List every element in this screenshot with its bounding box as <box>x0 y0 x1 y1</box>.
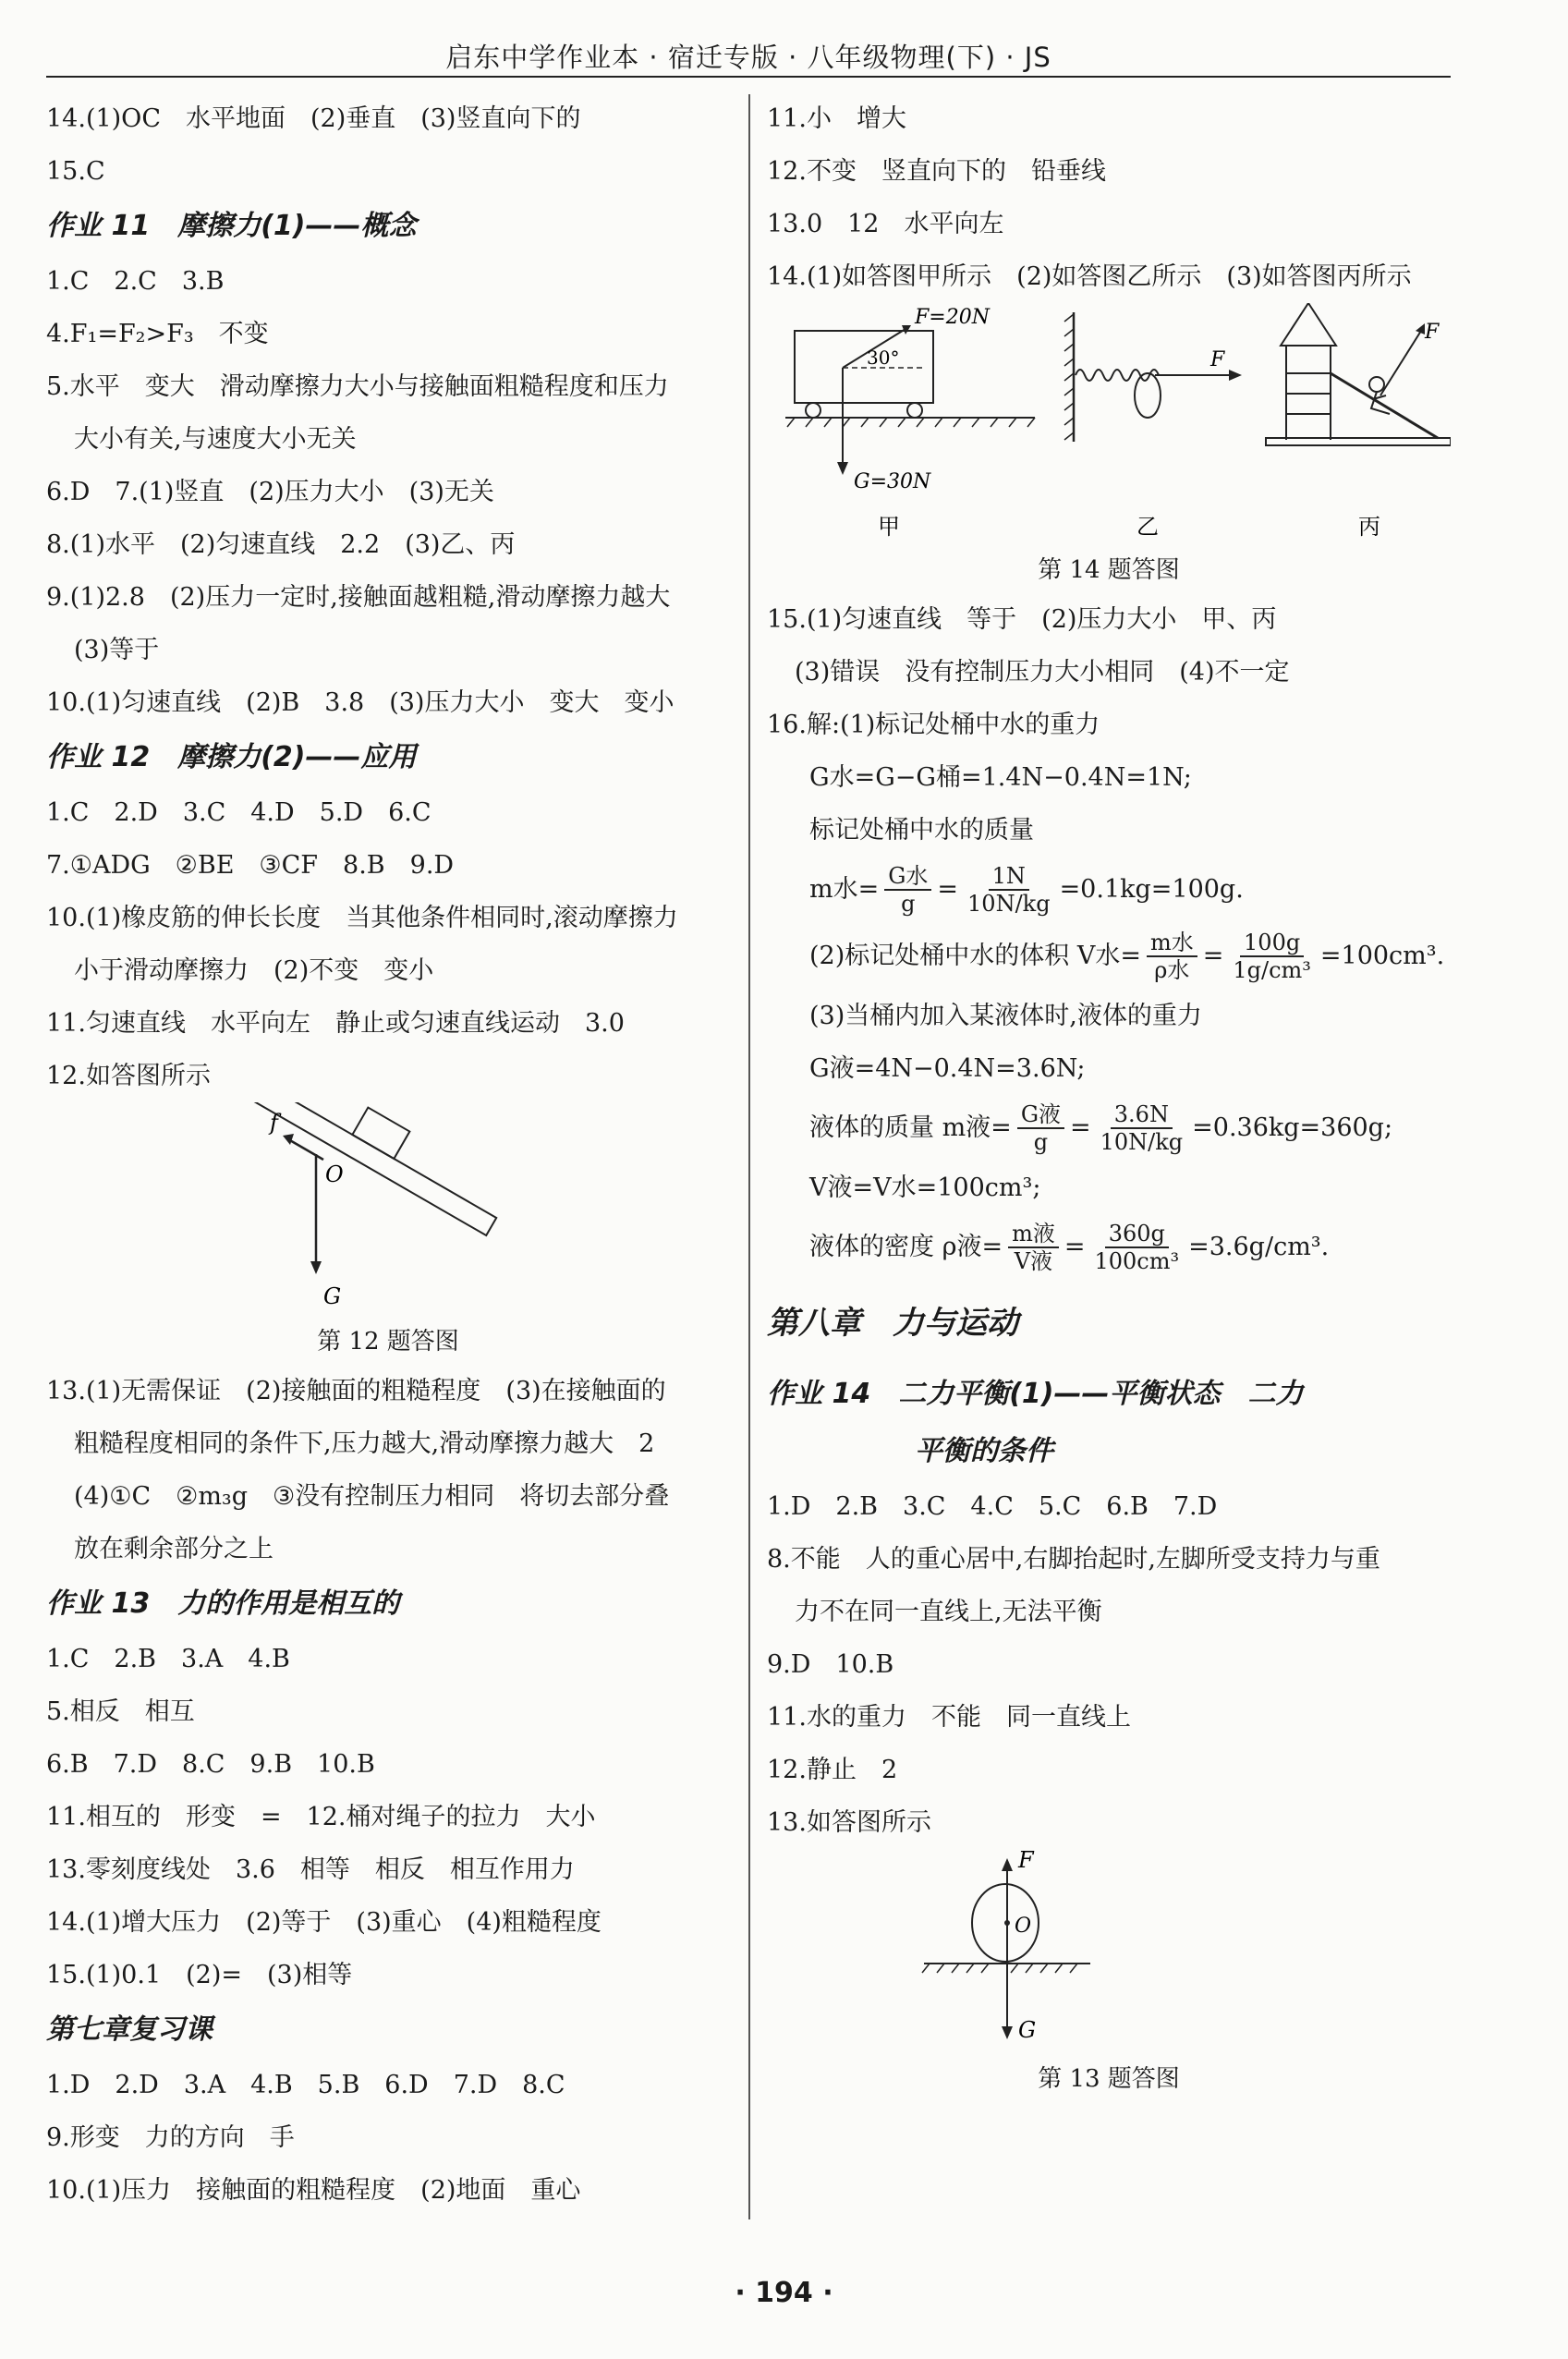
formula-mass-water: m水= $\frac{\text{G水}}{g}$ = $\frac{1N}{10N/kg}$ =0.1kg=100g. <box>809 863 1244 917</box>
center-label: O <box>325 1161 344 1187</box>
answer-line: 4.F₁=F₂>F₃ 不变 <box>46 320 269 348</box>
subfigure-label: 甲 <box>878 514 900 540</box>
column-divider <box>748 94 750 2219</box>
page-number: · 194 · <box>735 2277 833 2309</box>
section-heading-cont: 平衡的条件 <box>915 1435 1053 1467</box>
answer-line: (3)错误 没有控制压力大小相同 (4)不一定 <box>795 658 1290 687</box>
answer-line: (3)等于 <box>74 636 160 664</box>
answer-line: 小于滑动摩擦力 (2)不变 变小 <box>74 956 434 985</box>
answer-line: 12.不变 竖直向下的 铅垂线 <box>767 157 1106 186</box>
figure-14 <box>767 303 1451 543</box>
answer-line: 12.如答图所示 <box>46 1062 211 1090</box>
right-column <box>767 92 1451 2102</box>
answer-line: 标记处桶中水的质量 <box>809 816 1034 845</box>
section-heading: 作业 14 二力平衡(1)——平衡状态 二力 <box>767 1378 1304 1410</box>
answer-line: 8.(1)水平 (2)匀速直线 2.2 (3)乙、丙 <box>46 530 516 559</box>
answer-line: 15.(1)0.1 (2)= (3)相等 <box>46 1961 353 1989</box>
left-column <box>46 92 730 2217</box>
answer-line: 15.C <box>46 157 105 186</box>
answer-line: 6.D 7.(1)竖直 (2)压力大小 (3)无关 <box>46 478 494 506</box>
answer-line: 9.D 10.B <box>767 1650 894 1679</box>
answer-line: 粗糙程度相同的条件下,压力越大,滑动摩擦力越大 2 <box>74 1429 655 1458</box>
figure-14-bing <box>1266 303 1451 540</box>
answer-line: 16.解:(1)标记处桶中水的重力 <box>767 711 1100 739</box>
formula-density-liquid: 液体的密度 ρ液= $\frac{\text{m液}}{\text{V液}}$ = $\frac{360g}{\text{100cm³}}$ =3.6g/cm³. <box>809 1221 1330 1274</box>
figure-caption: 第 14 题答图 <box>1038 556 1180 584</box>
answer-line: G液=4N−0.4N=3.6N; <box>809 1054 1086 1083</box>
weight-label: G=30N <box>854 470 931 493</box>
figure-14-yi <box>1064 312 1242 540</box>
figure-12-incline <box>46 1102 730 1315</box>
answer-line: G水=G−G桶=1.4N−0.4N=1N; <box>809 763 1192 792</box>
answer-line: 11.小 增大 <box>767 104 906 133</box>
angle-label: 30° <box>867 347 900 369</box>
force-label: F <box>1018 1849 1034 1873</box>
answer-line: 力不在同一直线上,无法平衡 <box>795 1598 1102 1626</box>
answer-line: 13.如答图所示 <box>767 1808 931 1837</box>
answer-line: 14.(1)增大压力 (2)等于 (3)重心 (4)粗糙程度 <box>46 1908 602 1937</box>
answer-line: 10.(1)橡皮筋的伸长长度 当其他条件相同时,滚动摩擦力 <box>46 904 678 932</box>
figure-caption: 第 12 题答图 <box>317 1328 459 1356</box>
answer-line: 13.零刻度线处 3.6 相等 相反 相互作用力 <box>46 1855 575 1884</box>
answer-line: 1.C 2.D 3.C 4.D 5.D 6.C <box>46 798 432 827</box>
slide-force-label: F <box>1425 321 1440 344</box>
running-header: 启东中学作业本 · 宿迁专版 · 八年级物理(下) · JS <box>445 42 1051 73</box>
answer-line: 1.D 2.B 3.C 4.C 5.C 6.B 7.D <box>767 1492 1218 1521</box>
answer-line: 9.(1)2.8 (2)压力一定时,接触面越粗糙,滑动摩擦力越大 <box>46 583 671 612</box>
answer-line: 放在剩余部分之上 <box>74 1535 273 1563</box>
answer-line: 1.D 2.D 3.A 4.B 5.B 6.D 7.D 8.C <box>46 2071 565 2099</box>
answer-line: 13.0 12 水平向左 <box>767 210 1004 238</box>
answer-line: 6.B 7.D 8.C 9.B 10.B <box>46 1750 375 1779</box>
answer-line: 大小有关,与速度大小无关 <box>74 425 357 454</box>
answer-line: 11.相互的 形变 = 12.桶对绳子的拉力 大小 <box>46 1803 596 1831</box>
answer-line: 7.①ADG ②BE ③CF 8.B 9.D <box>46 851 455 880</box>
answer-line: 10.(1)压力 接触面的粗糙程度 (2)地面 重心 <box>46 2176 581 2205</box>
answer-line: 5.水平 变大 滑动摩擦力大小与接触面粗糙程度和压力 <box>46 372 669 401</box>
section-heading: 作业 13 力的作用是相互的 <box>46 1587 400 1620</box>
spring-force-label: F <box>1210 348 1225 371</box>
applied-force-label: F=20N <box>915 306 990 329</box>
answer-line: (4)①C ②m₃g ③没有控制压力相同 将切去部分叠 <box>74 1482 670 1511</box>
figure-14-jia <box>785 306 1035 540</box>
answer-line: 8.不能 人的重心居中,右脚抬起时,左脚所受支持力与重 <box>767 1545 1380 1574</box>
answer-line: 12.静止 2 <box>767 1756 898 1784</box>
subfigure-label: 乙 <box>1136 514 1159 540</box>
friction-arrow <box>288 1139 323 1160</box>
formula-volume-water: (2)标记处桶中水的体积 V水= $\frac{\text{m水}}{\text{ρ水}}$ = $\frac{100g}{\text{1g/cm³}}$ =100cm³. <box>809 930 1445 983</box>
answer-line: 14.(1)如答图甲所示 (2)如答图乙所示 (3)如答图丙所示 <box>767 262 1412 291</box>
section-heading: 作业 11 摩擦力(1)——概念 <box>46 210 417 242</box>
section-heading: 作业 12 摩擦力(2)——应用 <box>46 741 417 773</box>
answer-line: 14.(1)OC 水平地面 (2)垂直 (3)竖直向下的 <box>46 104 581 133</box>
answer-line: 11.匀速直线 水平向左 静止或匀速直线运动 3.0 <box>46 1009 625 1038</box>
figure-caption: 第 13 题答图 <box>1038 2065 1180 2093</box>
header-rule <box>46 76 1451 78</box>
answer-line: 5.相反 相互 <box>46 1697 195 1726</box>
center-label: O <box>1015 1915 1032 1938</box>
friction-label: f <box>270 1110 278 1136</box>
answer-line: 15.(1)匀速直线 等于 (2)压力大小 甲、丙 <box>767 605 1277 634</box>
gravity-label: G <box>323 1283 342 1309</box>
answer-line: 1.C 2.C 3.B <box>46 267 225 296</box>
figure-13-ball <box>767 1849 1451 2052</box>
answer-line: 1.C 2.B 3.A 4.B <box>46 1645 290 1673</box>
gravity-label: G <box>1018 2017 1037 2043</box>
answer-line: V液=V水=100cm³; <box>809 1173 1041 1202</box>
answer-line: (3)当桶内加入某液体时,液体的重力 <box>809 1002 1202 1030</box>
chapter-heading: 第八章 力与运动 <box>767 1305 1018 1342</box>
answer-line: 11.水的重力 不能 同一直线上 <box>767 1703 1131 1732</box>
answer-line: 10.(1)匀速直线 (2)B 3.8 (3)压力大小 变大 变小 <box>46 688 675 717</box>
answer-line: 13.(1)无需保证 (2)接触面的粗糙程度 (3)在接触面的 <box>46 1377 666 1405</box>
formula-mass-liquid: 液体的质量 m液= $\frac{\text{G液}}{g}$ = $\frac{3.6N}{10N/kg}$ =0.36kg=360g; <box>809 1101 1393 1155</box>
answer-line: 9.形变 力的方向 手 <box>46 2123 295 2152</box>
section-heading: 第七章复习课 <box>46 2013 213 2046</box>
subfigure-label: 丙 <box>1358 514 1380 540</box>
